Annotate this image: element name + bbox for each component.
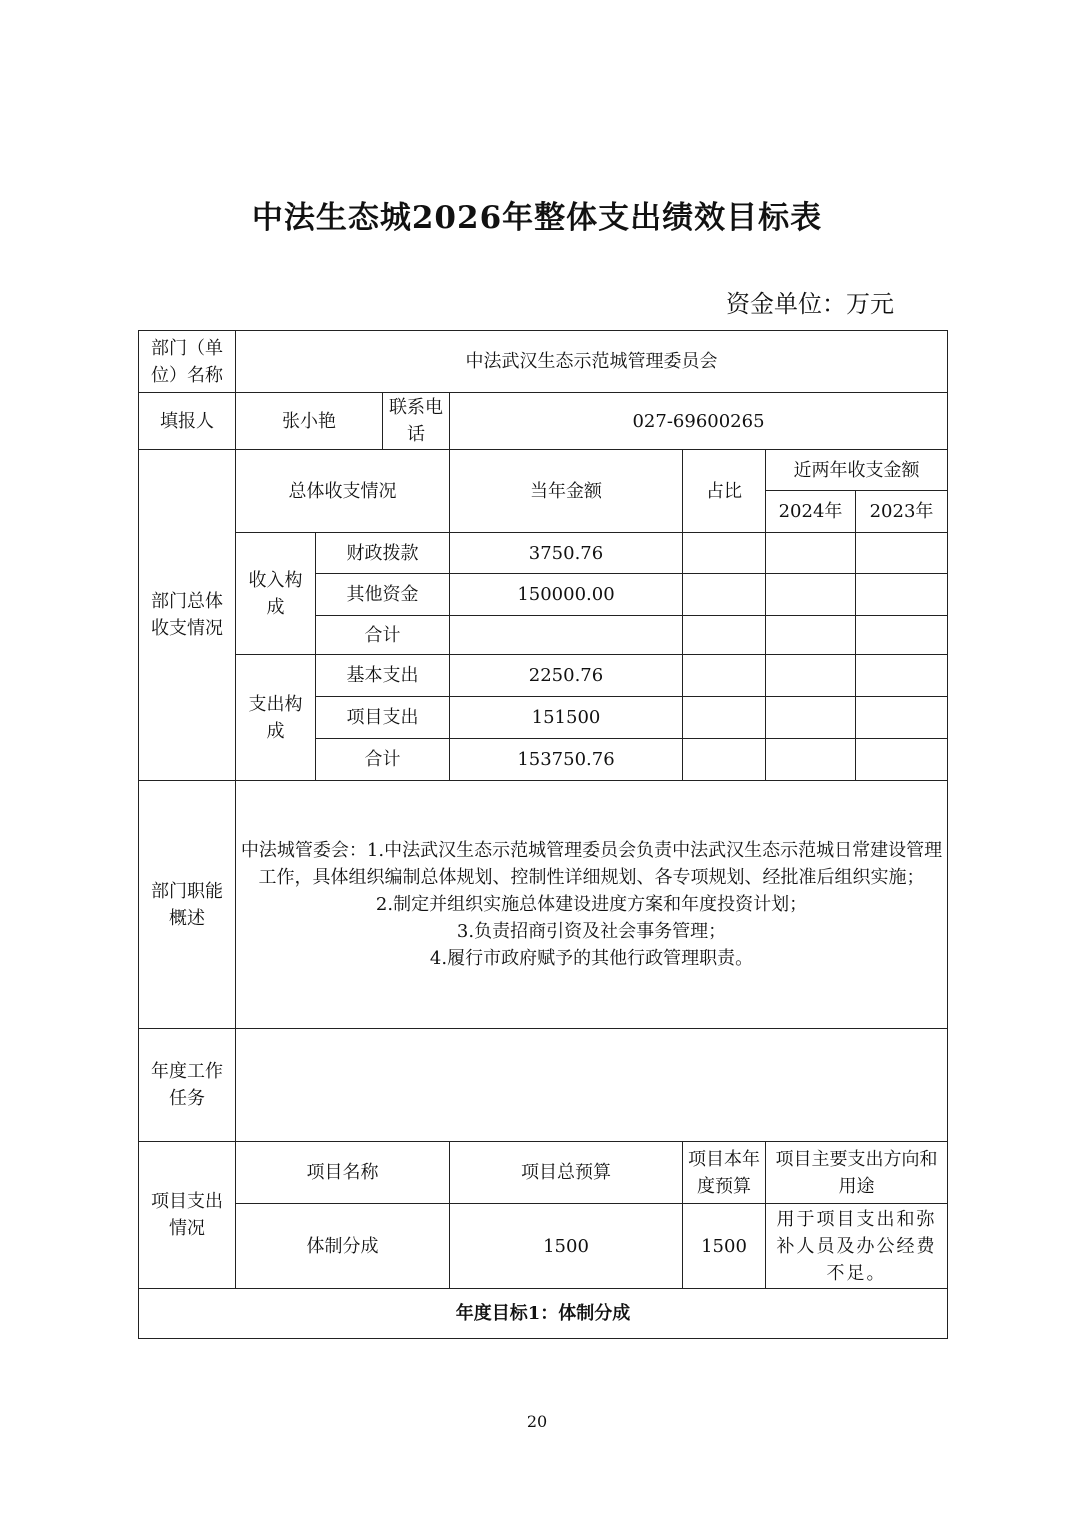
empty-cell (856, 697, 948, 739)
filler-name: 张小艳 (236, 393, 383, 450)
performance-target-table (138, 330, 948, 1339)
expense-amount: 2250.76 (450, 655, 683, 697)
page-number: 20 (526, 1412, 548, 1431)
duty-row (139, 781, 948, 1029)
dept-row (139, 331, 948, 393)
duty-line: 3.负责招商引资及社会事务管理； (456, 921, 727, 942)
table-row (139, 533, 948, 574)
empty-cell (766, 697, 856, 739)
goal-row (139, 1289, 948, 1339)
empty-cell (766, 533, 856, 574)
duty-line: 2.制定并组织实施总体建设进度方案和年度投资计划； (375, 894, 808, 915)
project-col-year: 项目本年度预算 (683, 1142, 766, 1204)
overview-col-ratio: 占比 (683, 450, 766, 533)
project-col-name: 项目名称 (236, 1142, 450, 1204)
income-amount: 150000.00 (450, 574, 683, 616)
empty-cell (683, 616, 766, 655)
overview-col-recent: 近两年收支金额 (766, 450, 948, 491)
empty-cell (683, 574, 766, 616)
duty-line: 4.履行市政府赋予的其他行政管理职责。 (429, 948, 754, 969)
empty-cell (683, 739, 766, 781)
year-2024: 2024年 (766, 491, 856, 533)
project-year: 1500 (683, 1204, 766, 1289)
project-header-row (139, 1142, 948, 1204)
project-use: 用于项目支出和弥补人员及办公经费不足。 (766, 1204, 948, 1289)
duty-label: 部门职能概述 (139, 781, 236, 1029)
income-amount: 3750.76 (450, 533, 683, 574)
phone-label: 联系电话 (383, 393, 450, 450)
expense-name: 项目支出 (316, 697, 450, 739)
empty-cell (856, 739, 948, 781)
empty-cell (856, 574, 948, 616)
project-col-total: 项目总预算 (450, 1142, 683, 1204)
empty-cell (766, 574, 856, 616)
empty-cell (856, 655, 948, 697)
empty-cell (856, 533, 948, 574)
income-name: 财政拨款 (316, 533, 450, 574)
annual-task-row (139, 1029, 948, 1142)
phone-value: 027-69600265 (450, 393, 948, 450)
overview-col-total: 总体收支情况 (236, 450, 450, 533)
expense-label: 支出构成 (236, 655, 316, 781)
filler-label: 填报人 (139, 393, 236, 450)
empty-cell (856, 616, 948, 655)
empty-cell (766, 655, 856, 697)
annual-task-value (236, 1029, 948, 1142)
year-2023: 2023年 (856, 491, 948, 533)
table-row (139, 655, 948, 697)
overview-label: 部门总体收支情况 (139, 450, 236, 781)
income-name: 合计 (316, 616, 450, 655)
empty-cell (683, 655, 766, 697)
project-label: 项目支出情况 (139, 1142, 236, 1289)
expense-name: 合计 (316, 739, 450, 781)
project-col-use: 项目主要支出方向和用途 (766, 1142, 948, 1204)
overview-col-amount: 当年金额 (450, 450, 683, 533)
filler-row (139, 393, 948, 450)
dept-value: 中法武汉生态示范城管理委员会 (236, 331, 948, 393)
empty-cell (766, 739, 856, 781)
duty-text (236, 781, 948, 1029)
table-row (139, 1204, 948, 1289)
income-name: 其他资金 (316, 574, 450, 616)
overview-header-row (139, 450, 948, 491)
expense-amount: 151500 (450, 697, 683, 739)
project-total: 1500 (450, 1204, 683, 1289)
page-title: 中法生态城2026年整体支出绩效目标表 (251, 200, 823, 236)
annual-goal: 年度目标1：体制分成 (139, 1289, 948, 1339)
expense-name: 基本支出 (316, 655, 450, 697)
income-amount (450, 616, 683, 655)
duty-line: 中法城管委会：1.中法武汉生态示范城管理委员会负责中法武汉生态示范城日常建设管理工作，具体组织编制总体规划、控制性详细规划、各专项规划、经批准后组织实施； (240, 840, 943, 888)
income-label: 收入构成 (236, 533, 316, 655)
dept-label: 部门（单位）名称 (139, 331, 236, 393)
expense-amount: 153750.76 (450, 739, 683, 781)
project-name: 体制分成 (236, 1204, 450, 1289)
empty-cell (683, 697, 766, 739)
empty-cell (766, 616, 856, 655)
currency-unit: 资金单位：万元 (726, 290, 894, 318)
empty-cell (683, 533, 766, 574)
annual-task-label: 年度工作任务 (139, 1029, 236, 1142)
